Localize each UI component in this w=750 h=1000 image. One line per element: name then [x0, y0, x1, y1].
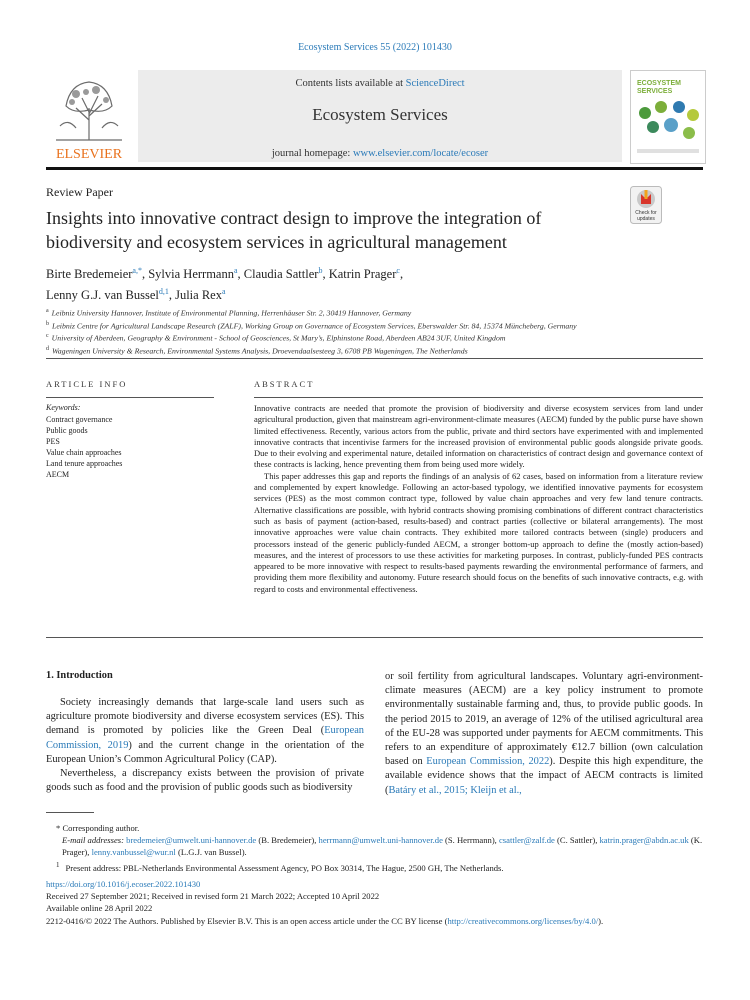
- footnotes: [46, 822, 706, 874]
- author-affiliation-marker[interactable]: c: [396, 266, 400, 275]
- email-link[interactable]: csattler@zalf.de: [498, 835, 555, 846]
- email-link[interactable]: bredemeier@umwelt.uni-hannover.de: [126, 835, 257, 846]
- masthead-rule: [46, 167, 703, 170]
- author-name[interactable]: Lenny G.J. van Bussel: [46, 288, 159, 303]
- keywords-label: Keywords:: [46, 403, 81, 412]
- footnote-rule: [46, 812, 94, 813]
- citation-link[interactable]: European Commission, 2019: [46, 725, 364, 751]
- affiliation-line: $^a$ Leibniz University Hannover, Institute of Environmental Planning, Herrenhäuser Str. 2, 30419 Hannover, Germany: [46, 308, 412, 318]
- abstract-paragraph: Innovative contracts are needed that promote the provision of biodiversity and diverse ecosystem services from land under agricultural production, given that mainstream agri-environment-climate measures (AECM) funded by the public purse have shown limited effectiveness. Recently, various actors from the public, private and third sectors have experimented with and implemented innovative contracts that incentivise farmers for the increased provision of environmental public goods alongside private goods. Due to their evolving and experimental nature, detailed information on characteristics of contract design and governance context of these contracts is lacking, hence preventing them from being used more widely.: [254, 403, 703, 470]
- sciencedirect-link[interactable]: ScienceDirect: [405, 78, 465, 89]
- divider: [46, 397, 214, 398]
- article-type: Review Paper: [46, 185, 113, 199]
- affiliation-line: $^d$ Wageningen University & Research, Environmental Systems Analysis, Droevendaalsesteeg 3, 6708 PB Wageningen, The Netherlands: [46, 345, 468, 356]
- abstract-body: [254, 403, 703, 595]
- author-separator: ,: [399, 267, 404, 282]
- journal-reference[interactable]: Ecosystem Services 55 (2022) 101430: [298, 42, 452, 53]
- journal-cover[interactable]: [630, 70, 706, 164]
- homepage-link[interactable]: www.elsevier.com/locate/ecoser: [352, 148, 489, 159]
- author-separator: ,: [322, 267, 329, 282]
- crossmark-line-2: updates: [637, 216, 655, 222]
- author-affiliation-marker[interactable]: d,1: [158, 287, 169, 297]
- license-line: 2212-0416/© 2022 The Authors. Published by Elsevier B.V. This is an open access article under the CC BY license (http://creativecommons.org/licenses/by/4.0/).: [46, 915, 604, 926]
- abstract-paragraph: This paper addresses this gap and reports the findings of an analysis of 62 cases, based on information from a literature review and complemented by expert knowledge. Following an actor-based typology, we identified innovative payments for ecosystem services (PES) as the most common contract type, followed by value chain approaches and very few land tenure contracts. Alternative classifications are possible, with hybrid contracts showing promising combinations of different contract characteristics such as basis of payment (action-based, results-based) and contract parties (collective or bilateral arrangements). The most innovative approaches were value chain contracts. They exhibited more tailored contracts between (single) producers and processors instead of the generic publicly-funded AECM, a stronger bottom-up approach to define the (mostly action-based) measures, and the interest of processors to use these activities for marketing purposes. In contrast, publicly-funded PES contracts appeared to be more innovative with respect to results-based payments rewarding the environmental performance of farmers, and providing them more flexibility and autonomy. Future research should focus on the benefits of such innovative contracts, e.g. with regard to costs and environmental effectiveness.: [254, 470, 703, 594]
- email-link[interactable]: lenny.vanbussel@wur.nl: [91, 847, 176, 858]
- journal-banner: [138, 70, 622, 162]
- present-address-note: $^1$ Present address: PBL-Netherlands Environmental Assessment Agency, PO Box 30314, The Hague, 2500 GH, The Netherlands.: [56, 860, 504, 873]
- body-paragraph: Nevertheless, a discrepancy exists between the provision of private goods such as food and the provision of public goods such as biodiversity: [46, 768, 364, 794]
- author-separator: ,: [237, 267, 244, 282]
- elsevier-wordmark: ELSEVIER: [55, 147, 123, 162]
- author-separator: ,: [168, 288, 176, 303]
- article-title: Insights into innovative contract design to improve the integration of biodiversity and ecosystem services in agricultural management: [46, 208, 542, 252]
- affiliations: [46, 306, 696, 356]
- journal-title: Ecosystem Services: [312, 105, 448, 124]
- author-name[interactable]: Birte Bredemeier: [46, 267, 133, 282]
- author-separator: ,: [141, 267, 149, 282]
- author-name[interactable]: Julia Rex: [175, 288, 222, 303]
- corresponding-note: * Corresponding author.: [56, 823, 140, 833]
- license-link[interactable]: http://creativecommons.org/licenses/by/4.0/: [447, 915, 599, 926]
- keyword-item: Public goods: [46, 426, 88, 435]
- doi-link[interactable]: https://doi.org/10.1016/j.ecoser.2022.101430: [46, 879, 201, 889]
- contents-line: Contents lists available at ScienceDirect: [295, 78, 465, 89]
- check-for-updates-icon[interactable]: [630, 186, 662, 224]
- cover-title-line-1: ECOSYSTEM: [637, 80, 681, 87]
- affiliation-line: $^c$ University of Aberdeen, Geography & Environment - School of Geosciences, St Mary’s, Elphinstone Road, Aberdeen AB24 3UF, United Kingdom: [46, 333, 506, 343]
- divider: [46, 637, 703, 638]
- elsevier-logo: [46, 70, 132, 162]
- author-name[interactable]: Claudia Sattler: [243, 267, 319, 282]
- article-info-heading: ARTICLE INFO: [46, 379, 128, 389]
- body-paragraph: or soil fertility from agricultural landscapes. Voluntary agri-environment-climate measures (AECM) are a key policy instrument to promote environmentally sustainable farming and, thus, to provide public goods. In the period 2015 to 2019, an average of 12% of the utilised agricultural area of the EU-28 was supported under payments for AECM commitments. This refers to an expenditure of approximately €12.7 billion (own calculation based on European Commission, 2022). Despite this high expenditure, the available evidence shows that the impact of AECM contracts is limited (Batáry et al., 2015; Kleijn et al.,: [385, 671, 703, 796]
- keyword-item: Land tenure approaches: [46, 459, 123, 468]
- keyword-item: PES: [46, 437, 60, 446]
- email-note: E-mail addresses: bredemeier@umwelt.uni-hannover.de (B. Bredemeier), herrmann@umwelt.uni-hannover.de (S. Herrmann), csattler@zalf.de (C. Sattler), katrin.prager@abdn.ac.uk (K. Prager), lenny.vanbussel@wur.nl (L.G.J. van Bussel).: [62, 835, 703, 858]
- keyword-item: Value chain approaches: [46, 448, 122, 457]
- author-affiliation-marker[interactable]: a: [233, 266, 238, 275]
- citation-link[interactable]: European Commission, 2022: [426, 756, 550, 768]
- author-name[interactable]: Sylvia Herrmann: [148, 267, 234, 282]
- publication-info: [46, 878, 706, 927]
- crossmark-line-1: Check for: [635, 210, 657, 216]
- keyword-item: Contract governance: [46, 415, 113, 424]
- author-name[interactable]: Katrin Prager: [328, 267, 397, 282]
- masthead: [46, 70, 706, 162]
- body-paragraph: Society increasingly demands that large-scale land users such as agriculture promote biodiversity and diverse ecosystem services (ES). This demand is promoted by policies like the Green Deal (European Commission, 2019) and the current change in the orientation of the European Union’s Common Agricultural Policy (CAP).: [46, 697, 364, 765]
- email-link[interactable]: herrmann@umwelt.uni-hannover.de: [318, 835, 443, 846]
- divider: [46, 358, 703, 359]
- abstract-heading: ABSTRACT: [254, 379, 315, 389]
- intro-right-column: [385, 670, 703, 798]
- keyword-item: AECM: [46, 470, 70, 479]
- author-affiliation-marker[interactable]: a: [221, 287, 226, 297]
- received-dates: Received 27 September 2021; Received in revised form 21 March 2022; Accepted 10 April 2022: [46, 891, 380, 902]
- email-link[interactable]: katrin.prager@abdn.ac.uk: [599, 835, 689, 846]
- keywords-list: [46, 414, 122, 480]
- affiliation-line: $^b$ Leibniz Centre for Agricultural Landscape Research (ZALF), Working Group on Governance of Ecosystem Services, Eberswalder Str. 84, 15374 Müncheberg, Germany: [46, 320, 577, 331]
- author-affiliation-marker[interactable]: a,*: [132, 266, 142, 275]
- intro-left-column: [46, 696, 364, 795]
- divider: [254, 397, 703, 398]
- author-affiliation-marker[interactable]: b: [318, 266, 323, 275]
- available-date: Available online 28 April 2022: [46, 903, 153, 914]
- cover-title-line-2: SERVICES: [637, 88, 673, 95]
- citation-link[interactable]: Batáry et al., 2015; Kleijn et al.,: [388, 784, 522, 796]
- author-list: [46, 262, 646, 304]
- section-heading: 1. Introduction: [46, 670, 113, 681]
- homepage-line: journal homepage: www.elsevier.com/locate/ecoser: [271, 148, 489, 159]
